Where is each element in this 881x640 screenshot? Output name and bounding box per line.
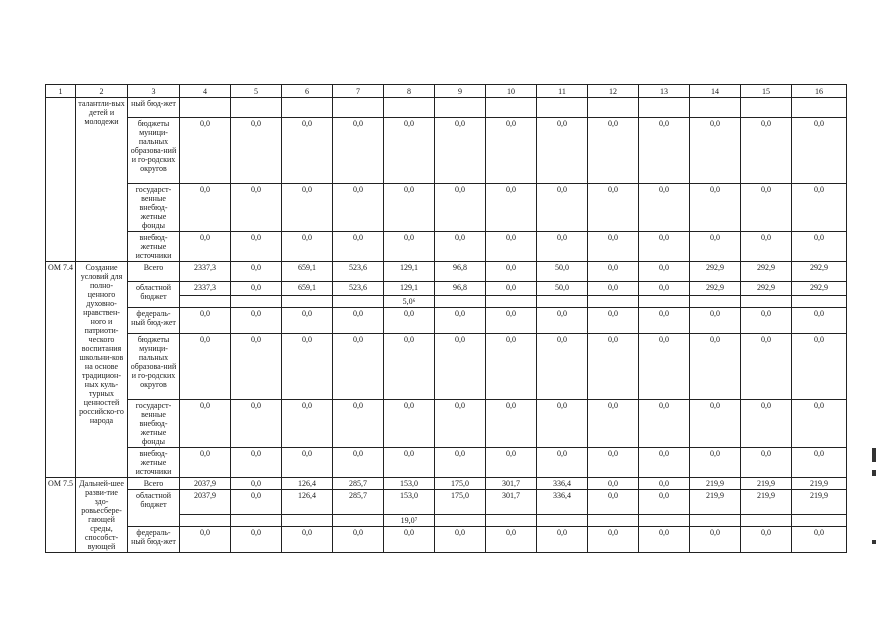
- value-cell: 0,0: [435, 334, 486, 400]
- value-cell: 129,1: [384, 262, 435, 282]
- value-cell: [792, 296, 847, 308]
- value-cell: 0,0: [741, 184, 792, 232]
- value-cell: 219,9: [690, 478, 741, 490]
- value-cell: 336,4: [537, 478, 588, 490]
- value-cell: [282, 515, 333, 527]
- value-cell: 96,8: [435, 262, 486, 282]
- value-cell: 292,9: [792, 262, 847, 282]
- value-cell: 2037,9: [180, 490, 231, 515]
- footnote-value: 5,0⁶: [384, 296, 435, 308]
- value-cell: [792, 98, 847, 118]
- table-row: [46, 118, 847, 184]
- value-cell: 0,0: [690, 400, 741, 448]
- column-number: 6: [282, 85, 333, 98]
- value-cell: 126,4: [282, 478, 333, 490]
- value-cell: [282, 296, 333, 308]
- column-number: 16: [792, 85, 847, 98]
- value-cell: 0,0: [792, 308, 847, 334]
- value-cell: 0,0: [282, 184, 333, 232]
- measure-title: талантли-вых детей и молодежи: [76, 98, 128, 262]
- column-number: 14: [690, 85, 741, 98]
- value-cell: [180, 515, 231, 527]
- column-number: 8: [384, 85, 435, 98]
- value-cell: 0,0: [588, 448, 639, 478]
- value-cell: 0,0: [486, 334, 537, 400]
- value-cell: 0,0: [537, 334, 588, 400]
- value-cell: 0,0: [639, 232, 690, 262]
- value-cell: 0,0: [690, 308, 741, 334]
- source-label: ный бюд-жет: [128, 98, 180, 118]
- value-cell: 0,0: [639, 527, 690, 553]
- value-cell: [384, 98, 435, 118]
- value-cell: 0,0: [537, 400, 588, 448]
- value-cell: 0,0: [690, 232, 741, 262]
- value-cell: 659,1: [282, 282, 333, 296]
- table-row: [46, 308, 847, 334]
- footnote-value: 19,0⁷: [384, 515, 435, 527]
- value-cell: [639, 98, 690, 118]
- value-cell: [639, 515, 690, 527]
- value-cell: 0,0: [792, 448, 847, 478]
- table-row: [46, 490, 847, 515]
- value-cell: 0,0: [333, 184, 384, 232]
- measure-title: Создание условий для полно-ценного духовно-нравствен-ного и патриоти-ческого воспитания школьни-ков на основе традицион-ных куль-турных ценностей российско-го народа: [76, 262, 128, 478]
- value-cell: [231, 515, 282, 527]
- value-cell: 0,0: [180, 184, 231, 232]
- value-cell: 0,0: [435, 400, 486, 448]
- value-cell: 0,0: [384, 448, 435, 478]
- value-cell: 0,0: [435, 448, 486, 478]
- source-label: федераль-ный бюд-жет: [128, 308, 180, 334]
- value-cell: 0,0: [384, 308, 435, 334]
- value-cell: 0,0: [435, 184, 486, 232]
- table-row: [46, 232, 847, 262]
- value-cell: 0,0: [486, 527, 537, 553]
- value-cell: 0,0: [231, 478, 282, 490]
- value-cell: 0,0: [537, 232, 588, 262]
- value-cell: 0,0: [792, 232, 847, 262]
- table-row: [46, 262, 847, 282]
- value-cell: [486, 98, 537, 118]
- table-row: [46, 527, 847, 553]
- value-cell: 301,7: [486, 490, 537, 515]
- source-label: внебюд-жетные источники: [128, 448, 180, 478]
- value-cell: [537, 296, 588, 308]
- value-cell: 0,0: [435, 118, 486, 184]
- value-cell: 0,0: [486, 232, 537, 262]
- scan-edge-mark: [872, 540, 876, 544]
- value-cell: [690, 515, 741, 527]
- value-cell: 0,0: [588, 118, 639, 184]
- value-cell: 0,0: [333, 527, 384, 553]
- column-number: 10: [486, 85, 537, 98]
- value-cell: 0,0: [792, 527, 847, 553]
- value-cell: 659,1: [282, 262, 333, 282]
- table-row: [46, 282, 847, 296]
- value-cell: 175,0: [435, 490, 486, 515]
- value-cell: [537, 98, 588, 118]
- value-cell: 0,0: [282, 448, 333, 478]
- column-number: 12: [588, 85, 639, 98]
- value-cell: 0,0: [180, 118, 231, 184]
- value-cell: 50,0: [537, 262, 588, 282]
- column-number: 11: [537, 85, 588, 98]
- value-cell: 2337,3: [180, 282, 231, 296]
- value-cell: 0,0: [588, 232, 639, 262]
- value-cell: 0,0: [180, 232, 231, 262]
- value-cell: 2037,9: [180, 478, 231, 490]
- value-cell: 0,0: [486, 448, 537, 478]
- value-cell: 0,0: [333, 400, 384, 448]
- value-cell: [741, 515, 792, 527]
- value-cell: [435, 296, 486, 308]
- value-cell: 0,0: [486, 400, 537, 448]
- value-cell: 219,9: [792, 490, 847, 515]
- source-label: федераль-ный бюд-жет: [128, 527, 180, 553]
- value-cell: 0,0: [639, 184, 690, 232]
- value-cell: 0,0: [231, 118, 282, 184]
- column-number: 9: [435, 85, 486, 98]
- value-cell: 0,0: [282, 400, 333, 448]
- value-cell: 0,0: [333, 334, 384, 400]
- value-cell: 0,0: [384, 118, 435, 184]
- value-cell: 96,8: [435, 282, 486, 296]
- value-cell: [741, 98, 792, 118]
- value-cell: 153,0: [384, 478, 435, 490]
- value-cell: 0,0: [588, 527, 639, 553]
- column-number: 5: [231, 85, 282, 98]
- column-number: 7: [333, 85, 384, 98]
- value-cell: [537, 515, 588, 527]
- measure-code: ОМ 7.5: [46, 478, 76, 553]
- value-cell: 0,0: [639, 334, 690, 400]
- value-cell: [435, 515, 486, 527]
- value-cell: 0,0: [282, 334, 333, 400]
- table-row: [46, 478, 847, 490]
- source-label: Всего: [128, 478, 180, 490]
- value-cell: [690, 98, 741, 118]
- value-cell: [282, 98, 333, 118]
- source-label: государст-венные внебюд-жетные фонды: [128, 400, 180, 448]
- value-cell: 523,6: [333, 262, 384, 282]
- value-cell: 129,1: [384, 282, 435, 296]
- measure-title: Дальней-шее разви-тие здо-ровьесбере-гающей среды, способст-вующей: [76, 478, 128, 553]
- value-cell: 0,0: [741, 232, 792, 262]
- value-cell: 0,0: [741, 308, 792, 334]
- value-cell: 0,0: [231, 334, 282, 400]
- value-cell: 0,0: [639, 490, 690, 515]
- value-cell: [333, 515, 384, 527]
- table-row: [46, 334, 847, 400]
- value-cell: 0,0: [486, 184, 537, 232]
- value-cell: 0,0: [180, 527, 231, 553]
- value-cell: 219,9: [741, 490, 792, 515]
- value-cell: 219,9: [690, 490, 741, 515]
- value-cell: 0,0: [231, 232, 282, 262]
- value-cell: 301,7: [486, 478, 537, 490]
- value-cell: 292,9: [690, 262, 741, 282]
- source-label: внебюд-жетные источники: [128, 232, 180, 262]
- value-cell: 0,0: [639, 308, 690, 334]
- column-number: 13: [639, 85, 690, 98]
- value-cell: 0,0: [588, 262, 639, 282]
- value-cell: [435, 98, 486, 118]
- value-cell: 0,0: [588, 334, 639, 400]
- table-row: [46, 400, 847, 448]
- value-cell: [486, 296, 537, 308]
- source-label: бюджеты муници-пальных образова-ний и го-родских округов: [128, 334, 180, 400]
- value-cell: 153,0: [384, 490, 435, 515]
- value-cell: 0,0: [486, 262, 537, 282]
- value-cell: 523,6: [333, 282, 384, 296]
- value-cell: 50,0: [537, 282, 588, 296]
- value-cell: 0,0: [639, 478, 690, 490]
- value-cell: 175,0: [435, 478, 486, 490]
- value-cell: [690, 296, 741, 308]
- value-cell: 0,0: [384, 334, 435, 400]
- value-cell: 0,0: [690, 118, 741, 184]
- table-row: [46, 98, 847, 118]
- value-cell: [231, 296, 282, 308]
- header-row: [46, 85, 847, 98]
- value-cell: 0,0: [231, 282, 282, 296]
- value-cell: [741, 296, 792, 308]
- value-cell: 126,4: [282, 490, 333, 515]
- value-cell: 0,0: [231, 448, 282, 478]
- source-label: государст-венные внебюд-жетные фонды: [128, 184, 180, 232]
- value-cell: 0,0: [333, 118, 384, 184]
- value-cell: 0,0: [741, 400, 792, 448]
- value-cell: 0,0: [231, 400, 282, 448]
- value-cell: 0,0: [690, 527, 741, 553]
- value-cell: 0,0: [486, 282, 537, 296]
- value-cell: 0,0: [537, 184, 588, 232]
- value-cell: 0,0: [384, 527, 435, 553]
- value-cell: 0,0: [282, 232, 333, 262]
- budget-table: [45, 84, 847, 553]
- value-cell: 0,0: [639, 262, 690, 282]
- value-cell: 336,4: [537, 490, 588, 515]
- value-cell: 0,0: [486, 308, 537, 334]
- column-number: 1: [46, 85, 76, 98]
- value-cell: 0,0: [792, 400, 847, 448]
- value-cell: 0,0: [486, 118, 537, 184]
- value-cell: 0,0: [639, 118, 690, 184]
- value-cell: 0,0: [588, 282, 639, 296]
- value-cell: 0,0: [588, 478, 639, 490]
- value-cell: 0,0: [384, 232, 435, 262]
- value-cell: 292,9: [792, 282, 847, 296]
- value-cell: 285,7: [333, 490, 384, 515]
- value-cell: 285,7: [333, 478, 384, 490]
- source-label: Всего: [128, 262, 180, 282]
- value-cell: 0,0: [741, 334, 792, 400]
- value-cell: [588, 98, 639, 118]
- value-cell: 219,9: [792, 478, 847, 490]
- source-label: бюджеты муници-пальных образова-ний и го-родских округов: [128, 118, 180, 184]
- value-cell: 0,0: [741, 118, 792, 184]
- value-cell: [588, 296, 639, 308]
- value-cell: 0,0: [588, 490, 639, 515]
- value-cell: [486, 515, 537, 527]
- source-label: областной бюджет: [128, 282, 180, 308]
- scan-edge-mark: [872, 470, 876, 476]
- value-cell: 0,0: [282, 308, 333, 334]
- measure-code: [46, 98, 76, 262]
- value-cell: 0,0: [639, 400, 690, 448]
- value-cell: 0,0: [231, 490, 282, 515]
- value-cell: [333, 296, 384, 308]
- value-cell: 0,0: [537, 308, 588, 334]
- value-cell: 0,0: [741, 448, 792, 478]
- value-cell: 292,9: [741, 282, 792, 296]
- value-cell: 0,0: [741, 527, 792, 553]
- value-cell: 0,0: [639, 282, 690, 296]
- scan-edge-mark: [872, 448, 876, 462]
- value-cell: [588, 515, 639, 527]
- value-cell: 0,0: [231, 262, 282, 282]
- value-cell: 0,0: [180, 334, 231, 400]
- value-cell: 0,0: [180, 400, 231, 448]
- value-cell: 0,0: [588, 400, 639, 448]
- value-cell: 0,0: [333, 308, 384, 334]
- value-cell: 0,0: [384, 400, 435, 448]
- value-cell: [180, 296, 231, 308]
- value-cell: [231, 98, 282, 118]
- value-cell: 0,0: [537, 448, 588, 478]
- value-cell: 0,0: [588, 308, 639, 334]
- value-cell: 0,0: [231, 308, 282, 334]
- value-cell: 0,0: [537, 527, 588, 553]
- value-cell: 0,0: [282, 118, 333, 184]
- value-cell: 0,0: [282, 527, 333, 553]
- value-cell: [333, 98, 384, 118]
- value-cell: 0,0: [435, 527, 486, 553]
- value-cell: 0,0: [690, 334, 741, 400]
- value-cell: 292,9: [741, 262, 792, 282]
- value-cell: [639, 296, 690, 308]
- value-cell: 0,0: [435, 308, 486, 334]
- column-number: 2: [76, 85, 128, 98]
- value-cell: 219,9: [741, 478, 792, 490]
- value-cell: 0,0: [231, 184, 282, 232]
- value-cell: 2337,3: [180, 262, 231, 282]
- table-row: [46, 184, 847, 232]
- value-cell: 0,0: [333, 448, 384, 478]
- value-cell: 0,0: [180, 308, 231, 334]
- column-number: 3: [128, 85, 180, 98]
- value-cell: 0,0: [639, 448, 690, 478]
- value-cell: 0,0: [537, 118, 588, 184]
- value-cell: [792, 515, 847, 527]
- value-cell: 0,0: [435, 232, 486, 262]
- column-number: 15: [741, 85, 792, 98]
- value-cell: 0,0: [792, 334, 847, 400]
- value-cell: 0,0: [690, 448, 741, 478]
- source-label: областной бюджет: [128, 490, 180, 527]
- value-cell: [180, 98, 231, 118]
- table-row: [46, 448, 847, 478]
- value-cell: 0,0: [231, 527, 282, 553]
- value-cell: 0,0: [792, 184, 847, 232]
- value-cell: 292,9: [690, 282, 741, 296]
- measure-code: ОМ 7.4: [46, 262, 76, 478]
- value-cell: 0,0: [384, 184, 435, 232]
- value-cell: 0,0: [792, 118, 847, 184]
- value-cell: 0,0: [180, 448, 231, 478]
- value-cell: 0,0: [690, 184, 741, 232]
- value-cell: 0,0: [333, 232, 384, 262]
- value-cell: 0,0: [588, 184, 639, 232]
- column-number: 4: [180, 85, 231, 98]
